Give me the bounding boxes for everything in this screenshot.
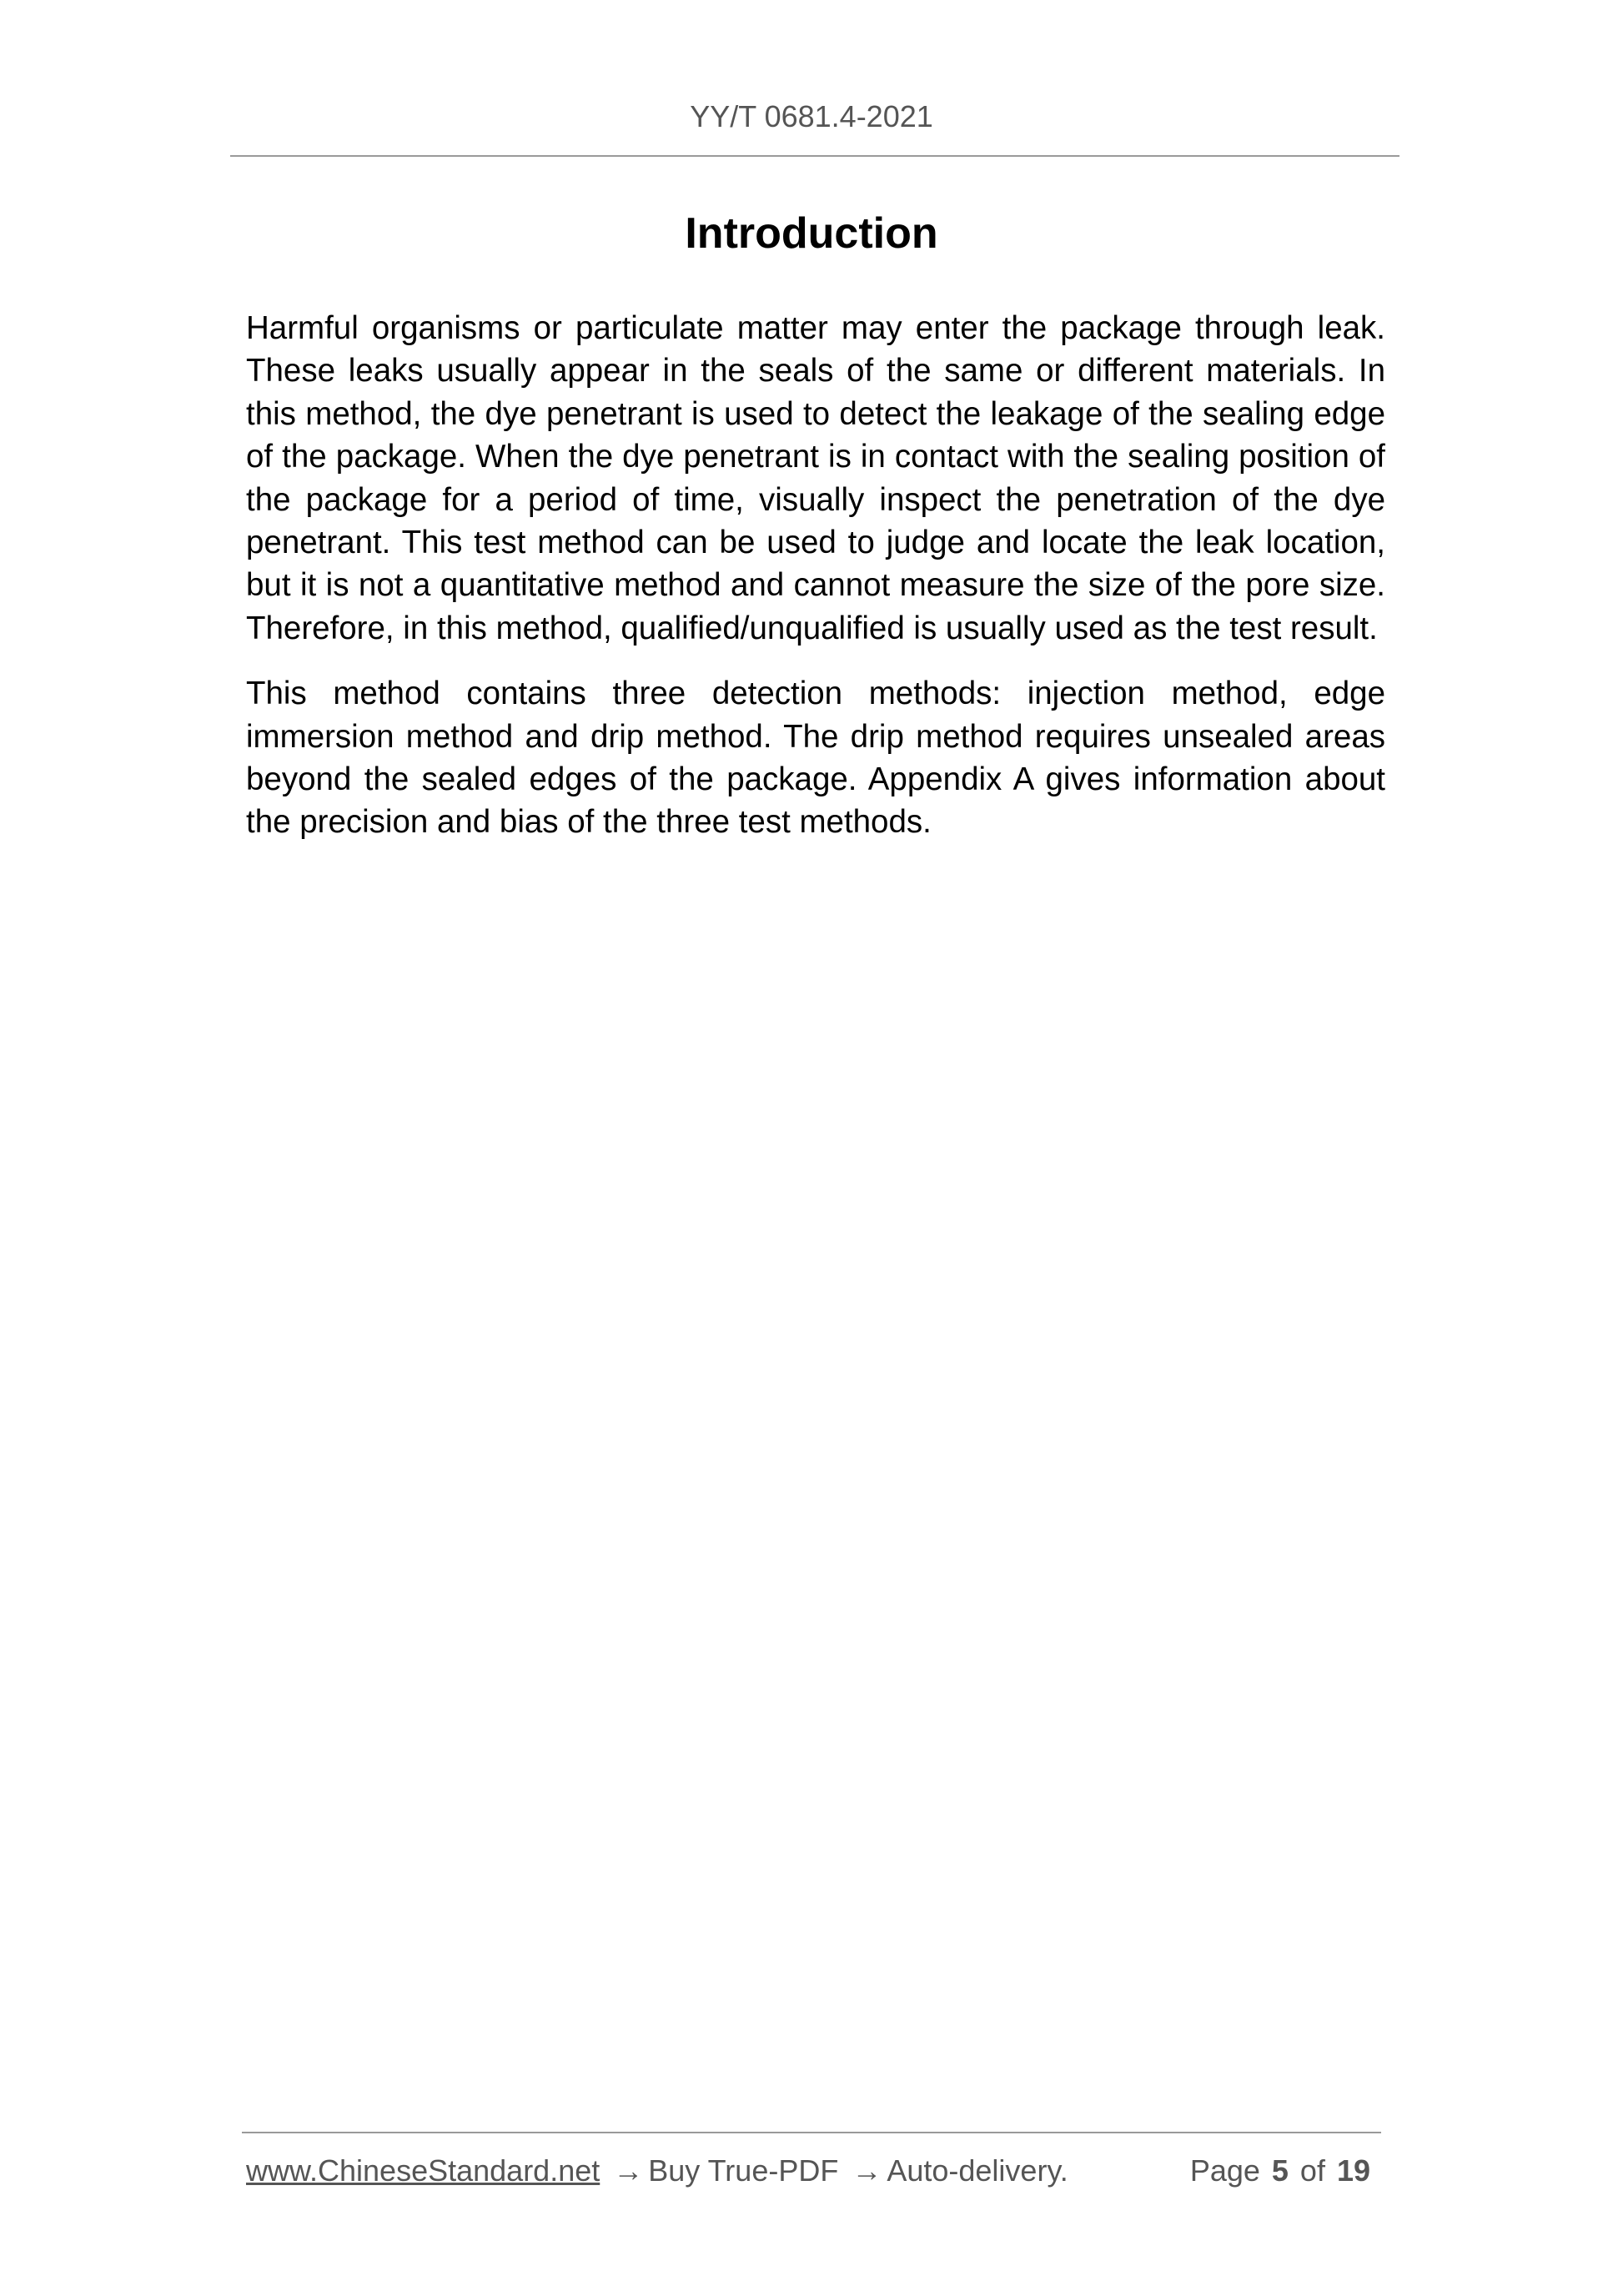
paragraph-2: This method contains three detection methods: injection method, edge immersion method and drip method. The drip method requires unsealed areas beyond the sealed edges of the package. Appendix A gives information about the precision and bias of the three test methods. [246, 676, 1385, 841]
page-indicator [1190, 2152, 1370, 2190]
document-body [246, 307, 1385, 867]
total-pages: 19 [1336, 2153, 1370, 2188]
standard-code: YY/T 0681.4-2021 [690, 99, 933, 133]
page-label: Page [1189, 2153, 1260, 2188]
arrow-right-icon: → [613, 2153, 644, 2188]
page-number: 5 [1271, 2153, 1289, 2188]
footer-promo [246, 2152, 1068, 2190]
website-link[interactable]: www.ChineseStandard.net [246, 2153, 600, 2188]
arrow-right-icon: → [852, 2153, 882, 2188]
delivery-text: Auto-delivery. [887, 2153, 1068, 2188]
page-title: Introduction [685, 209, 938, 258]
of-label: of [1299, 2153, 1325, 2188]
header-divider [230, 155, 1399, 157]
footer-divider [242, 2132, 1381, 2133]
buy-text: Buy True-PDF [648, 2153, 839, 2188]
paragraph-1: Harmful organisms or particulate matter may enter the package through leak. These leaks usually appear in the seals of the same or different materials. In this method, the dye penetrant is used to detect the leakage of the sealing edge of the package. When the dye penetrant is in contact with the sealing position of the package for a period of time, visually inspect the penetration of the dye penetrant. This test method can be used to judge and locate the leak location, but it is not a quantitative method and cannot measure the size of the pore size. Therefore, in this method, qualified/unqualified is usually used as the test result. [246, 310, 1385, 646]
